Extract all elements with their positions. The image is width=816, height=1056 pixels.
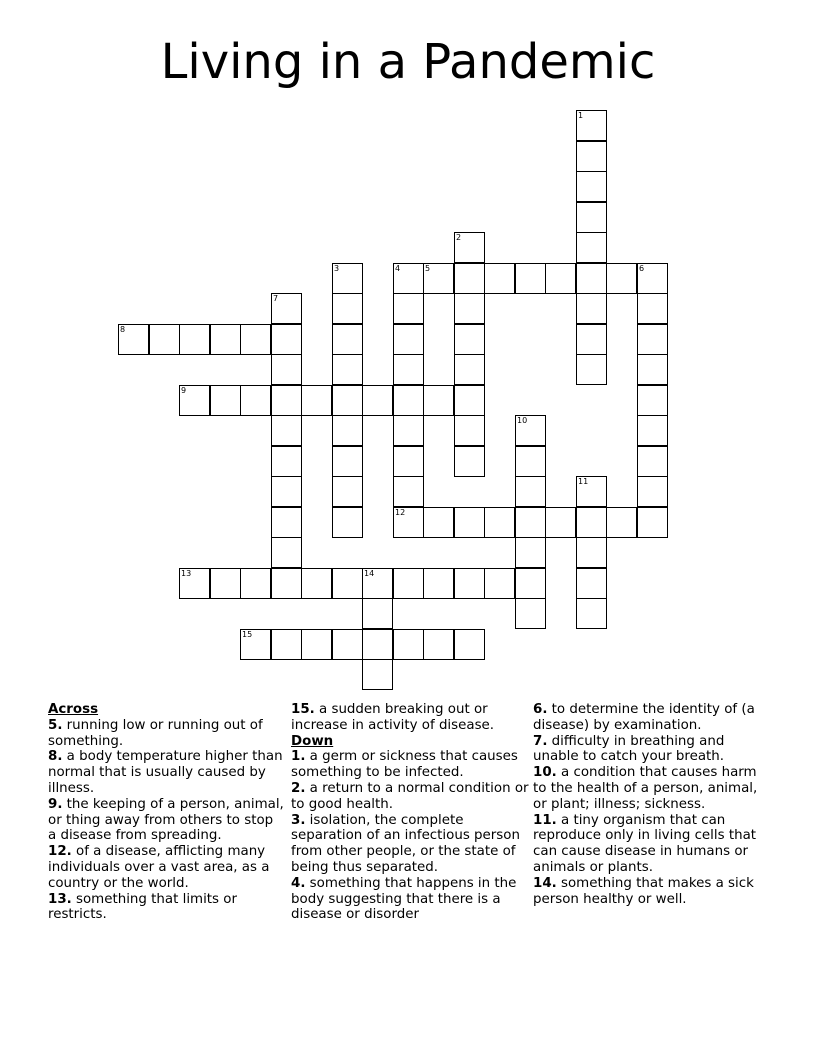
- grid-cell[interactable]: [362, 659, 393, 690]
- grid-cell[interactable]: [271, 354, 302, 385]
- grid-cell[interactable]: [576, 476, 607, 507]
- grid-cell[interactable]: [393, 476, 424, 507]
- clue-down-1: 1. a germ or sickness that causes something to be infected.: [291, 749, 518, 781]
- grid-cell[interactable]: [210, 568, 241, 599]
- cell-number: 14: [364, 569, 375, 578]
- grid-cell[interactable]: [454, 446, 485, 477]
- grid-cell[interactable]: [423, 507, 454, 538]
- grid-cell[interactable]: [362, 568, 393, 599]
- grid-cell[interactable]: [515, 598, 546, 629]
- grid-cell[interactable]: [576, 232, 607, 263]
- grid-cell[interactable]: [454, 324, 485, 355]
- down-heading: Down: [291, 733, 334, 749]
- grid-cell[interactable]: [393, 629, 424, 660]
- grid-cell[interactable]: [484, 263, 515, 294]
- grid-cell[interactable]: [149, 324, 180, 355]
- grid-cell[interactable]: [637, 324, 668, 355]
- grid-cell[interactable]: [301, 568, 332, 599]
- clue-down-6: 6. to determine the identity of (a disease) by examination.: [533, 702, 755, 733]
- cell-number: 15: [242, 630, 253, 639]
- grid-cell[interactable]: [362, 629, 393, 660]
- cell-number: 13: [181, 569, 192, 578]
- clue-down-11: 11. a tiny organism that can reproduce only in living cells that can cause disease in humans or animals or plants.: [533, 812, 757, 875]
- clue-down-7: 7. difficulty in breathing and unable to catch your breath.: [533, 733, 725, 765]
- grid-cell[interactable]: [332, 354, 363, 385]
- grid-cell[interactable]: [271, 385, 302, 416]
- grid-cell[interactable]: [271, 293, 302, 324]
- grid-cell[interactable]: [332, 568, 363, 599]
- grid-cell[interactable]: [545, 507, 576, 538]
- cell-number: 12: [395, 508, 406, 517]
- grid-cell[interactable]: [423, 568, 454, 599]
- grid-cell[interactable]: [210, 385, 241, 416]
- grid-cell[interactable]: [606, 507, 637, 538]
- grid-cell[interactable]: [240, 324, 271, 355]
- cell-number: 6: [639, 264, 645, 273]
- grid-cell[interactable]: [332, 629, 363, 660]
- grid-cell[interactable]: [454, 629, 485, 660]
- grid-cell[interactable]: [240, 629, 271, 660]
- grid-cell[interactable]: [454, 354, 485, 385]
- grid-cell[interactable]: [271, 537, 302, 568]
- page-title: Living in a Pandemic: [160, 34, 656, 90]
- grid-cell[interactable]: [576, 354, 607, 385]
- cell-number: 5: [425, 264, 431, 273]
- grid-cell[interactable]: [637, 385, 668, 416]
- grid-cell[interactable]: [454, 568, 485, 599]
- grid-cell[interactable]: [332, 263, 363, 294]
- grid-cell[interactable]: [423, 385, 454, 416]
- clues-column-2: [291, 702, 531, 923]
- grid-cell[interactable]: [515, 568, 546, 599]
- cell-number: 9: [181, 386, 187, 395]
- grid-cell[interactable]: [240, 385, 271, 416]
- clue-down-10: 10. a condition that causes harm to the health of a person, animal, or plant; illness; sickness.: [533, 765, 758, 812]
- cell-number: 1: [578, 111, 584, 120]
- clue-across-13: 13. something that limits or restricts.: [48, 891, 237, 923]
- grid-cell[interactable]: [332, 476, 363, 507]
- grid-cell[interactable]: [515, 507, 546, 538]
- clue-down-14: 14. something that makes a sick person healthy or well.: [533, 875, 754, 907]
- grid-cell[interactable]: [454, 507, 485, 538]
- clue-across-5: 5. running low or running out of something.: [48, 717, 263, 749]
- grid-cell[interactable]: [393, 324, 424, 355]
- cell-number: 11: [578, 477, 589, 486]
- grid-cell[interactable]: [393, 293, 424, 324]
- grid-cell[interactable]: [271, 507, 302, 538]
- grid-cell[interactable]: [576, 507, 607, 538]
- grid-cell[interactable]: [454, 263, 485, 294]
- grid-cell[interactable]: [332, 324, 363, 355]
- grid-cell[interactable]: [576, 202, 607, 233]
- grid-cell[interactable]: [637, 354, 668, 385]
- grid-cell[interactable]: [637, 293, 668, 324]
- grid-cell[interactable]: [484, 568, 515, 599]
- grid-cell[interactable]: [515, 263, 546, 294]
- clue-across-15: 15. a sudden breaking out or increase in activity of disease.: [291, 702, 495, 733]
- grid-cell[interactable]: [393, 446, 424, 477]
- cell-number: 10: [517, 416, 528, 425]
- clue-across-8: 8. a body temperature higher than normal that is usually caused by illness.: [48, 749, 283, 796]
- grid-cell[interactable]: [271, 629, 302, 660]
- clue-down-4: 4. something that happens in the body suggesting that there is a disease or disorder: [291, 875, 517, 923]
- clue-across-9: 9. the keeping of a person, animal, or thing away from others to stop a disease from spreading.: [48, 796, 284, 844]
- clue-across-12: 12. of a disease, afflicting many individuals over a vast area, as a country or the world.: [48, 844, 270, 891]
- grid-cell[interactable]: [637, 415, 668, 446]
- grid-cell[interactable]: [393, 354, 424, 385]
- grid-cell[interactable]: [515, 446, 546, 477]
- cell-number: 4: [395, 264, 401, 273]
- grid-cell[interactable]: [393, 385, 424, 416]
- grid-cell[interactable]: [301, 629, 332, 660]
- grid-cell[interactable]: [454, 232, 485, 263]
- grid-cell[interactable]: [576, 110, 607, 141]
- grid-cell[interactable]: [637, 446, 668, 477]
- grid-cell[interactable]: [576, 324, 607, 355]
- grid-cell[interactable]: [576, 171, 607, 202]
- grid-cell[interactable]: [240, 568, 271, 599]
- grid-cell[interactable]: [576, 263, 607, 294]
- clues-column-3: [533, 702, 773, 907]
- grid-cell[interactable]: [515, 476, 546, 507]
- grid-cell[interactable]: [545, 263, 576, 294]
- grid-cell[interactable]: [393, 568, 424, 599]
- grid-cell[interactable]: [484, 507, 515, 538]
- grid-cell[interactable]: [423, 263, 454, 294]
- cell-number: 7: [273, 294, 279, 303]
- grid-cell[interactable]: [454, 415, 485, 446]
- grid-cell[interactable]: [118, 324, 149, 355]
- grid-cell[interactable]: [271, 324, 302, 355]
- grid-cell[interactable]: [576, 141, 607, 172]
- grid-cell[interactable]: [393, 415, 424, 446]
- grid-cell[interactable]: [637, 507, 668, 538]
- grid-cell[interactable]: [362, 385, 393, 416]
- grid-cell[interactable]: [515, 415, 546, 446]
- grid-cell[interactable]: [576, 537, 607, 568]
- clue-down-3: 3. isolation, the complete separation of an infectious person from other people, or the state of being thus separated.: [291, 812, 520, 875]
- grid-cell[interactable]: [576, 293, 607, 324]
- grid-cell[interactable]: [179, 568, 210, 599]
- grid-cell[interactable]: [301, 385, 332, 416]
- grid-cell[interactable]: [515, 537, 546, 568]
- grid-cell[interactable]: [210, 324, 241, 355]
- grid-cell[interactable]: [637, 263, 668, 294]
- grid-cell[interactable]: [637, 476, 668, 507]
- grid-cell[interactable]: [423, 629, 454, 660]
- grid-cell[interactable]: [576, 568, 607, 599]
- grid-cell[interactable]: [576, 598, 607, 629]
- grid-cell[interactable]: [332, 446, 363, 477]
- grid-cell[interactable]: [393, 507, 424, 538]
- grid-cell[interactable]: [362, 598, 393, 629]
- cell-number: 2: [456, 233, 462, 242]
- cell-number: 3: [334, 264, 340, 273]
- clues-column-1: [48, 702, 284, 923]
- grid-cell[interactable]: [179, 324, 210, 355]
- grid-cell[interactable]: [332, 415, 363, 446]
- grid-cell[interactable]: [454, 385, 485, 416]
- grid-cell[interactable]: [606, 263, 637, 294]
- grid-cell[interactable]: [332, 507, 363, 538]
- across-heading: Across: [48, 702, 99, 717]
- grid-cell[interactable]: [454, 293, 485, 324]
- grid-cell[interactable]: [393, 263, 424, 294]
- grid-cell[interactable]: [271, 568, 302, 599]
- grid-cell[interactable]: [271, 446, 302, 477]
- grid-cell[interactable]: [271, 476, 302, 507]
- grid-cell[interactable]: [332, 293, 363, 324]
- clue-down-2: 2. a return to a normal condition or to good health.: [291, 780, 529, 812]
- grid-cell[interactable]: [271, 415, 302, 446]
- cell-number: 8: [120, 325, 126, 334]
- grid-cell[interactable]: [332, 385, 363, 416]
- grid-cell[interactable]: [179, 385, 210, 416]
